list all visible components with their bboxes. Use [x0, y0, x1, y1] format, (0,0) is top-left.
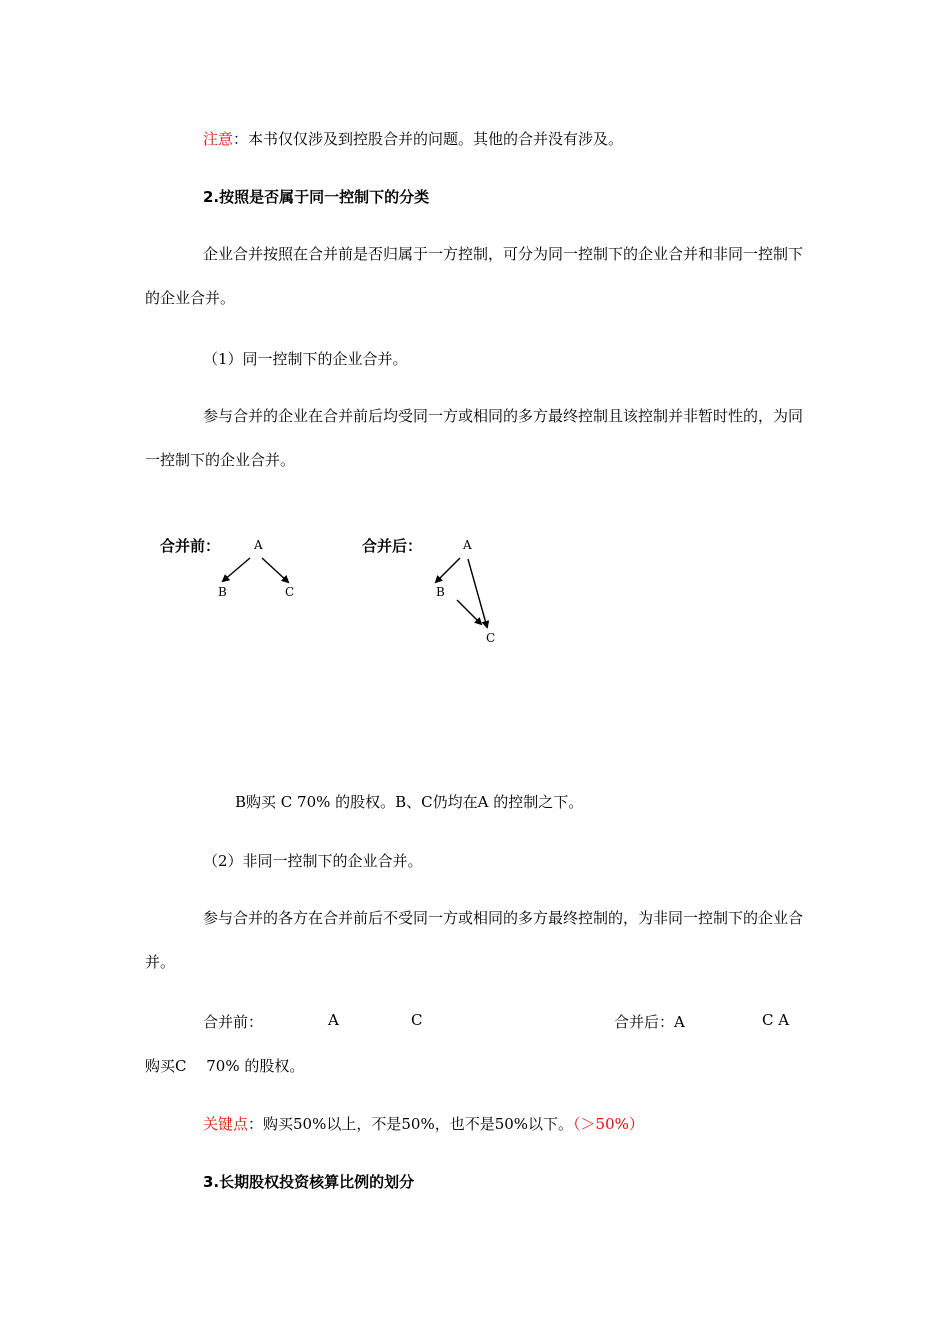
note-label: 注意 — [203, 130, 234, 148]
sub-2-after-label: 合并后：A — [614, 1013, 685, 1031]
sub-2-title: （2）非同一控制下的企业合并。 — [203, 852, 423, 870]
arrow-before-a-c — [262, 558, 288, 582]
key-point-text: ：购买50%以上，不是50%，也不是50%以下。 — [248, 1115, 574, 1133]
sub-2-after-ca: C A — [762, 1011, 790, 1029]
sub-2-before-label: 合并前： — [203, 1013, 264, 1031]
key-point-line — [203, 1113, 644, 1134]
diagram-before-label: 合并前： — [160, 537, 221, 555]
section-3-heading: 3.长期股权投资核算比例的划分 — [203, 1173, 415, 1191]
arrow-after-b-c — [457, 600, 481, 624]
diagram-after-node-a: A — [463, 538, 472, 552]
diagram-before-node-a: A — [254, 538, 263, 552]
arrow-after-a-b — [436, 558, 460, 582]
sub-2-before-a: A — [328, 1011, 339, 1029]
key-point-label: 关键点 — [203, 1115, 249, 1133]
sub-2-before-c: C — [411, 1011, 423, 1029]
key-point-highlight: （＞50%） — [573, 1115, 644, 1133]
diagram-before-node-b: B — [218, 585, 227, 599]
sub-1-example: B购买 C 70% 的股权。B、C仍均在A 的控制之下。 — [235, 793, 584, 811]
sub-1-title: （1）同一控制下的企业合并。 — [203, 350, 408, 368]
diagram-after-node-b: B — [436, 585, 445, 599]
sub-2-example: 购买C 70% 的股权。 — [145, 1057, 305, 1075]
note-text: ：本书仅仅涉及到控股合并的问题。其他的合并没有涉及。 — [233, 130, 624, 148]
diagram-after-node-c: C — [486, 631, 496, 645]
section-2-intro: 企业合并按照在合并前是否归属于一方控制，可分为同一控制下的企业合并和非同一控制下的企业合并。 — [145, 245, 804, 307]
diagram-after-label: 合并后： — [362, 537, 423, 555]
arrow-after-a-c — [468, 559, 487, 627]
arrow-before-a-b — [223, 558, 250, 581]
section-2-heading: 2.按照是否属于同一控制下的分类 — [203, 188, 430, 206]
sub-1-description: 参与合并的企业在合并前后均受同一方或相同的多方最终控制且该控制并非暂时性的，为同一控制下的企业合并。 — [145, 407, 804, 469]
diagram-before-node-c: C — [285, 585, 295, 599]
sub-2-description: 参与合并的各方在合并前后不受同一方或相同的多方最终控制的，为非同一控制下的企业合并。 — [145, 909, 804, 971]
